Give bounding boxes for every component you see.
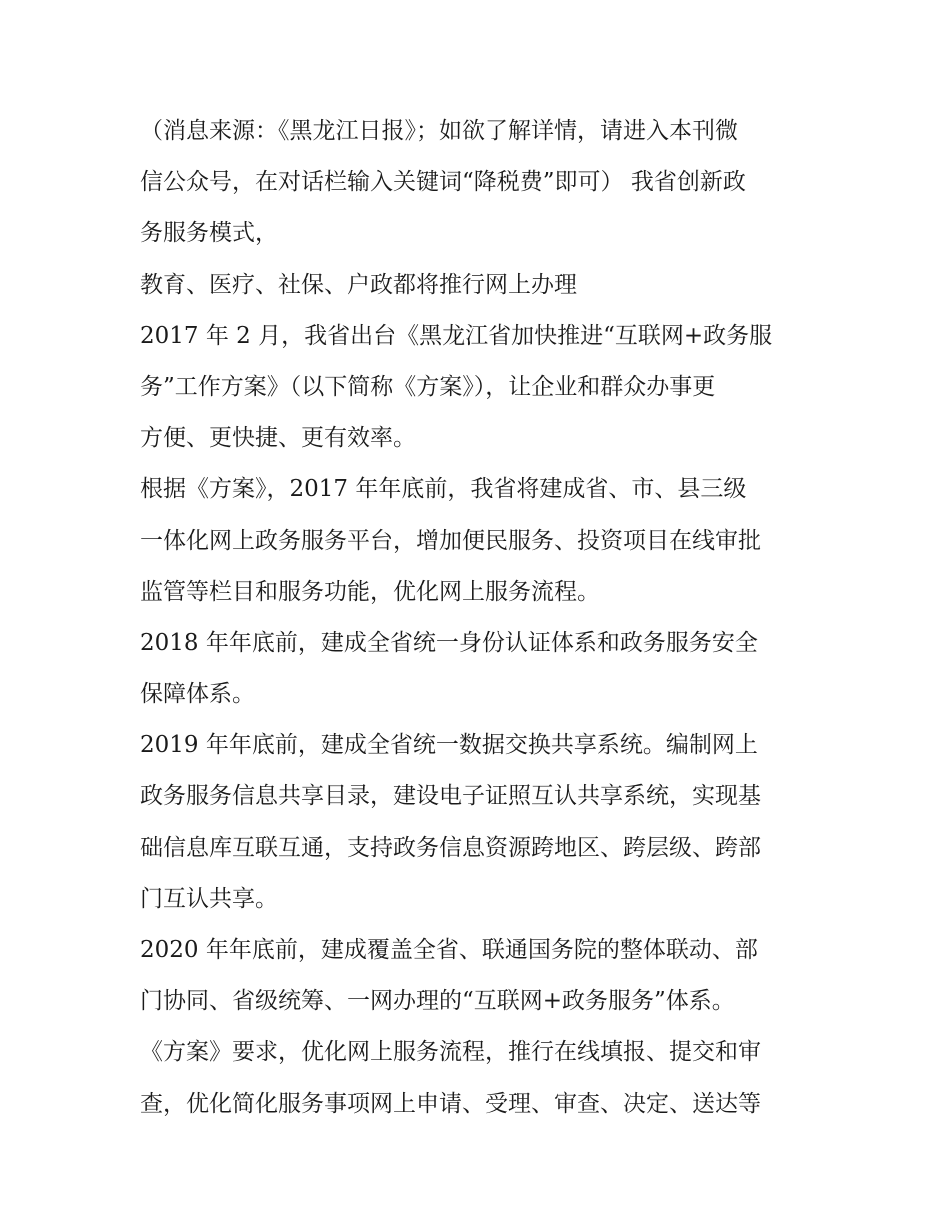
text-line: 方便、更快捷、更有效率。: [140, 425, 416, 452]
text-line: 根据《方案》，2017 年年底前，我省将建成省、市、县三级: [140, 476, 747, 503]
text-line: 门互认共享。: [140, 885, 278, 912]
text-line: 门协同、省级统筹、一网办理的“互联网+政务服务”体系。: [140, 988, 735, 1015]
text-line: 保障体系。: [140, 681, 255, 708]
text-line: 2020 年年底前，建成覆盖全省、联通国务院的整体联动、部: [140, 937, 758, 963]
text-line: 查，优化简化服务事项网上申请、受理、审查、决定、送达等: [140, 1090, 761, 1117]
text-line: 2018 年年底前，建成全省统一身份认证体系和政务服务安全: [140, 629, 758, 656]
text-line: 务服务模式，: [140, 220, 278, 247]
text-line: 监管等栏目和服务功能，优化网上服务流程。: [140, 578, 600, 605]
text-line: 一体化网上政务服务平台，增加便民服务、投资项目在线审批: [140, 527, 761, 554]
text-line: （消息来源：《黑龙江日报》；如欲了解详情，请进入本刊微: [140, 118, 738, 144]
text-line: 教育、医疗、社保、户政都将推行网上办理: [140, 271, 577, 298]
text-line: 础信息库互联互通，支持政务信息资源跨地区、跨层级、跨部: [140, 834, 761, 861]
text-line: 《方案》要求，优化网上服务流程，推行在线填报、提交和审: [140, 1039, 761, 1066]
text-line: 政务服务信息共享目录，建设电子证照互认共享系统，实现基: [140, 783, 761, 810]
text-line: 2019 年年底前，建成全省统一数据交换共享系统。编制网上: [140, 732, 758, 759]
text-line: 务”工作方案》（以下简称《方案》），让企业和群众办事更: [140, 373, 716, 400]
article-body: [140, 106, 830, 1130]
text-line: 信公众号，在对话栏输入关键词“降税费”即可） 我省创新政: [140, 169, 746, 196]
text-line: 2017 年 2 月，我省出台《黑龙江省加快推进“互联网+政务服: [140, 322, 773, 349]
